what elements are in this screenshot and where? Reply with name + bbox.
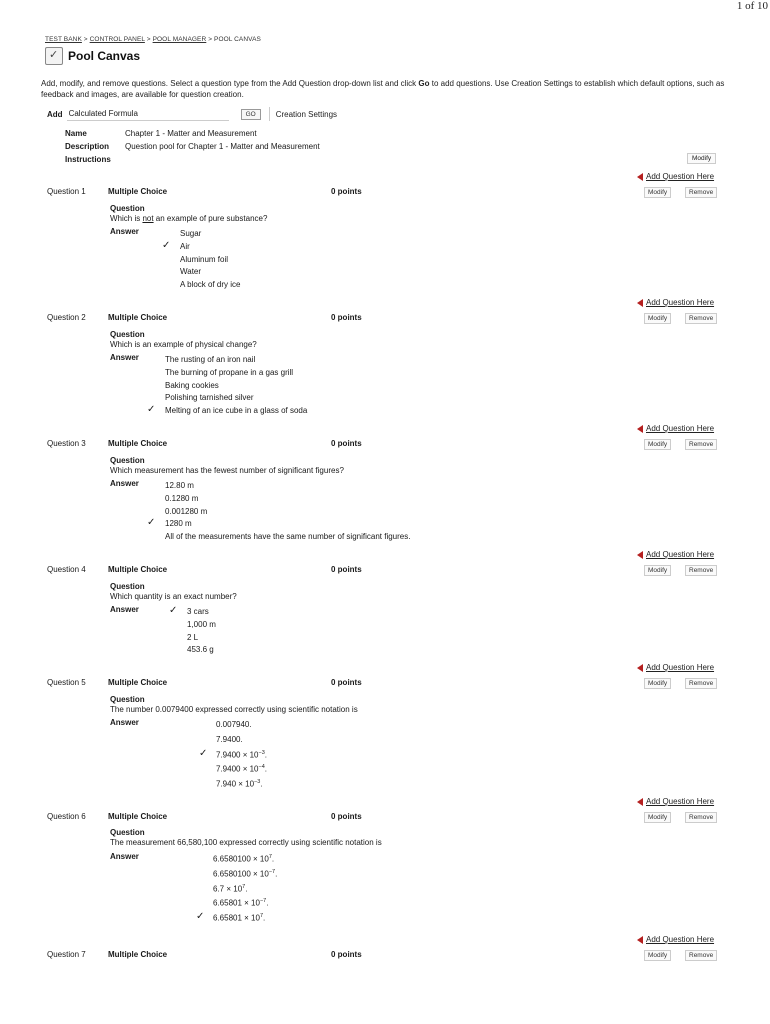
question-points: 0 points [331,439,362,448]
question-text: Which measurement has the fewest number of significant figures? [110,466,344,475]
add-question-arrow-icon [637,551,643,559]
question-points: 0 points [331,678,362,687]
breadcrumb-sep: > [144,36,153,43]
answer-option: 0.001280 m [165,506,208,516]
add-question-here-link[interactable] [637,663,714,672]
add-question-here-label: Add Question Here [646,424,715,433]
answer-option: A block of dry ice [180,280,241,290]
answer-option: $6.6580100 \times 10^{-7}$. [213,868,278,879]
breadcrumb-sep: > [206,36,215,43]
question-type: Multiple Choice [108,565,168,574]
question-number: Question 6 [47,812,86,821]
pool-canvas-icon [45,47,63,65]
question-type: Multiple Choice [108,313,168,322]
add-question-here-label: Add Question Here [646,797,715,806]
modify-question-button[interactable]: Modify [644,950,671,961]
instructions-label: Instructions [65,155,111,164]
answer-option: The rusting of an iron nail [165,355,256,364]
description-label: Description [65,142,110,151]
modify-question-button[interactable]: Modify [644,439,671,450]
question-label: Question [110,456,145,465]
correct-answer-check-icon: ✓ [147,404,156,416]
question-text: The measurement 66,580,100 expressed correctly using scientific notation is [110,838,382,847]
question-type: Multiple Choice [108,812,168,821]
answer-option: 12.80 m [165,481,194,490]
pool-instructions-row [65,155,125,164]
answer-option: 0.007940. [216,720,252,729]
page-number: 1 of 10 [736,0,768,12]
question-type: Multiple Choice [108,439,168,448]
name-label: Name [65,129,87,138]
correct-answer-check-icon: ✓ [196,911,205,923]
question-header [47,313,727,325]
answer-option: 1280 m [165,519,192,529]
answer-option: 0.1280 m [165,493,199,503]
add-question-here-label: Add Question Here [646,298,715,307]
question-number: Question 7 [47,950,86,959]
breadcrumb-test-bank[interactable]: TEST BANK [45,36,82,43]
answer-option: Polishing tarnished silver [165,393,254,403]
question-text: Which quantity is an exact number? [110,592,237,601]
remove-question-button[interactable]: Remove [685,187,717,198]
question-type: Multiple Choice [108,950,168,959]
answer-option: $7.9400 \times 10^{-3}$. [216,749,267,760]
go-button[interactable]: GO [241,109,261,120]
add-question-arrow-icon [637,173,643,181]
question-text: Which is an example of physical change? [110,340,257,349]
add-question-here-label: Add Question Here [646,172,715,181]
correct-answer-check-icon: ✓ [169,605,178,616]
question-points: 0 points [331,313,362,322]
add-question-here-label: Add Question Here [646,935,715,944]
remove-question-button[interactable]: Remove [685,678,717,689]
question-number: Question 5 [47,678,86,687]
modify-question-button[interactable]: Modify [644,313,671,324]
answer-label: Answer [110,852,139,861]
answer-label: Answer [110,353,139,362]
breadcrumb [45,36,261,43]
answer-option: Baking cookies [165,380,219,390]
answer-option: Water [180,267,202,277]
add-question-here-link[interactable] [637,797,714,806]
question-header [47,187,727,199]
question-type: Multiple Choice [108,678,168,687]
add-question-here-link[interactable] [637,550,714,559]
answer-option: $6.6580100 \times 10^7$. [213,854,275,864]
remove-question-button[interactable]: Remove [685,565,717,576]
answer-option: $6.65801 \times 10^7$. [213,913,266,923]
correct-answer-check-icon: ✓ [147,517,156,529]
answer-option: Air [180,241,190,251]
question-header [47,812,727,824]
add-question-here-link[interactable] [637,172,714,181]
name-value: Chapter 1 - Matter and Measurement [125,129,257,138]
add-question-arrow-icon [637,299,643,307]
question-points: 0 points [331,187,362,196]
question-number: Question 2 [47,313,86,322]
answer-option: 453.6 g [187,645,214,655]
answer-label: Answer [110,718,139,727]
page-title-bar [45,47,140,65]
add-question-arrow-icon [637,798,643,806]
breadcrumb-pool-manager[interactable]: POOL MANAGER [152,36,207,43]
question-points: 0 points [331,565,362,574]
answer-option: 1,000 m [187,619,216,629]
add-question-here-label: Add Question Here [646,550,715,559]
modify-question-button[interactable]: Modify [644,565,671,576]
answer-option: Aluminum foil [180,254,229,264]
question-number: Question 4 [47,565,86,574]
question-text: The number 0.0079400 expressed correctly using scientific notation is [110,705,358,714]
answer-label: Answer [110,227,139,236]
question-points: 0 points [331,950,362,959]
intro-go: Go [418,79,430,88]
modify-question-button[interactable]: Modify [644,812,671,823]
answer-option: Sugar [180,229,202,238]
question-label: Question [110,695,145,704]
question-number: Question 3 [47,439,86,448]
remove-question-button[interactable]: Remove [685,439,717,450]
intro-pre: Add, modify, and remove questions. Select a question type from the Add Question drop-down list and click [41,79,419,88]
intro-post: to add questions. Use Creation Settings to establish which default options, such as feedback and images, are available for question creation. [41,79,725,99]
question-header [47,950,727,962]
question-number: Question 1 [47,187,86,196]
add-question-row [47,107,337,121]
answer-option: The burning of propane in a gas grill [165,367,294,377]
add-question-arrow-icon [637,936,643,944]
divider [269,107,270,121]
answer-option: $7.9400 \times 10^{-4}$. [216,764,267,775]
answer-option: $6.65801 \times 10^{-7}$. [213,898,269,909]
answer-label: Answer [110,479,139,488]
creation-settings-button[interactable]: Creation Settings [275,109,338,119]
pool-name-row [65,129,257,138]
modify-question-button[interactable]: Modify [644,678,671,689]
pool-description-row [65,142,320,151]
remove-question-button[interactable]: Remove [685,812,717,823]
answer-option: 2 L [187,632,199,642]
breadcrumb-control-panel[interactable]: CONTROL PANEL [89,36,145,43]
remove-question-button[interactable]: Remove [685,950,717,961]
correct-answer-check-icon: ✓ [162,239,171,251]
question-text: Which is not an example of pure substance? [110,214,268,223]
question-label: Question [110,204,145,213]
intro-text [41,79,731,100]
add-question-here-label: Add Question Here [646,663,715,672]
answer-option: $7.940 \times 10^{-3}$. [216,779,263,789]
question-header [47,565,727,577]
add-question-arrow-icon [637,664,643,672]
question-header [47,678,727,690]
question-header [47,439,727,451]
question-label: Question [110,828,145,837]
add-question-arrow-icon [637,425,643,433]
question-type-select[interactable]: Calculated Formula [67,108,229,121]
answer-option: 7.9400. [216,734,243,744]
add-question-here-link[interactable] [637,298,714,307]
add-question-here-link[interactable] [637,424,714,433]
modify-question-button[interactable]: Modify [644,187,671,198]
add-label: Add [47,109,63,119]
answer-label: Answer [110,605,139,614]
correct-answer-check-icon: ✓ [199,747,208,759]
modify-pool-button[interactable]: Modify [687,153,716,164]
answer-option: $6.7 \times 10^7$. [213,883,248,894]
question-points: 0 points [331,812,362,821]
answer-option: All of the measurements have the same number of significant figures. [165,532,411,542]
question-label: Question [110,582,145,591]
answer-option: 3 cars [187,607,209,616]
answer-option: Melting of an ice cube in a glass of soda [165,406,308,416]
page-title: Pool Canvas [68,49,141,63]
question-type: Multiple Choice [108,187,168,196]
breadcrumb-sep: > [81,36,90,43]
add-question-here-link[interactable] [637,935,714,944]
remove-question-button[interactable]: Remove [685,313,717,324]
breadcrumb-current: POOL CANVAS [214,36,261,43]
question-label: Question [110,330,145,339]
description-value: Question pool for Chapter 1 - Matter and Measurement [125,142,320,151]
